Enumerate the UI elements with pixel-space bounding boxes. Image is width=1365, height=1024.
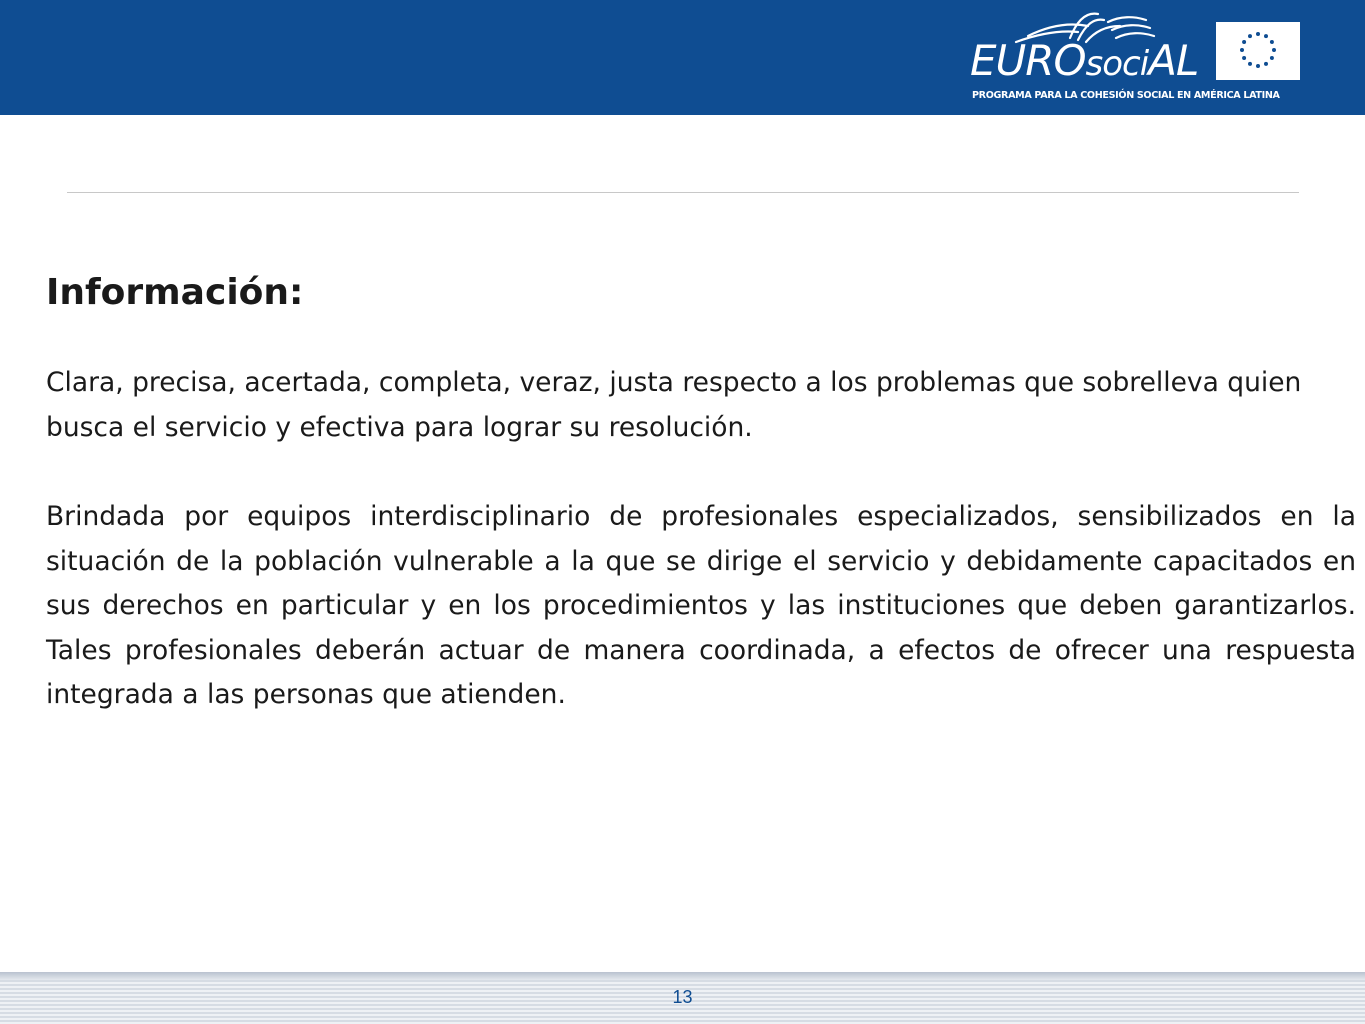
title-divider [67,192,1299,193]
logo-wordmark [970,38,1198,87]
header-bar [0,0,1365,115]
paragraph-1: Clara, precisa, acertada, completa, veraz, justa respecto a los problemas que sobrelleva quien busca el servicio y efectiva para lograr su resolución. [46,367,1302,443]
page-title: Información: [46,272,304,313]
page-number: 13 [672,987,693,1007]
logo-word-al: AL [1148,36,1199,85]
paragraph-2: Brindada por equipos interdisciplinario de profesionales especializados, sensibilizados en la situación de la población vulnerable a la que se dirige el servicio y debidamente capacitados en sus derechos en particular y en los procedimientos y las instituciones que deben garantizarlos. Tales profesionales deberán actuar de manera coordinada, a efectos de ofrecer una respuesta integrada a las personas que atienden. [46,501,1356,711]
logo-word-euro: EURO [970,36,1086,85]
logo-word-soci: soci [1085,44,1149,84]
eu-flag-icon [1216,22,1300,80]
logo-tagline: PROGRAMA PARA LA COHESIÓN SOCIAL EN AMÉRICA LATINA [972,90,1280,101]
eurosocial-logo [966,8,1306,108]
